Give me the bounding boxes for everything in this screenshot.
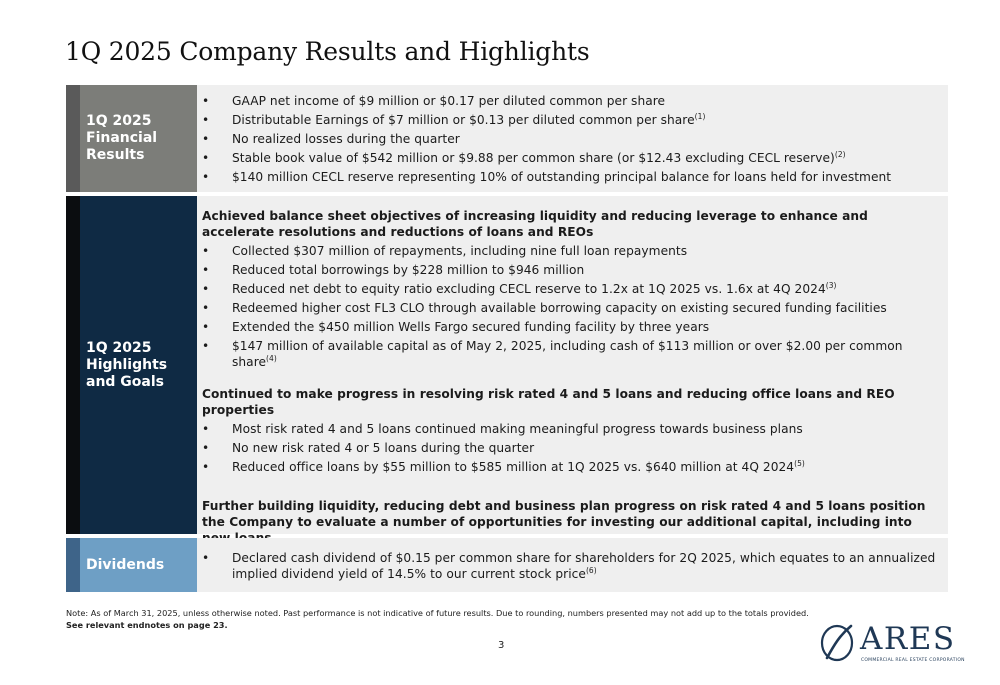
bullet-icon: • [202,460,210,474]
list-item [202,281,936,297]
bullet-icon: • [202,422,210,436]
list-item-text: Reduced total borrowings by $228 million to $946 million [232,263,585,277]
bullet-icon: • [202,263,210,277]
endnote-marker: (5) [794,459,805,468]
list-item [202,131,936,147]
endnote-marker: (6) [585,566,597,575]
financial-results-section [66,85,948,192]
bullet-icon: • [202,551,210,565]
section-label: 1Q 2025 Highlights and Goals [80,196,197,534]
section-label: 1Q 2025 Financial Results [80,85,197,192]
bullet-icon: • [202,339,210,353]
list-item-text: Reduced net debt to equity ratio excluding CECL reserve to 1.2x at 1Q 2025 vs. 1.6x at 4Q 2024 [232,282,826,296]
logo-wordmark: ARES [860,621,956,657]
endnote-marker: (2) [834,150,846,159]
bullet-icon: • [202,441,210,455]
section-content [197,538,948,592]
list-item [202,150,936,166]
section-accent-stripe [66,196,80,534]
list-item [202,550,936,582]
list-item-text: Collected $307 million of repayments, including nine full loan repayments [232,244,688,258]
subheading: Continued to make progress in resolving risk rated 4 and 5 loans and reducing office loans and REO properties [202,387,895,417]
endnote-marker: (4) [266,354,277,363]
footnote-link-text: See relevant endnotes on page 23. [66,620,228,630]
list-item-text: Reduced office loans by $55 million to $585 million at 1Q 2025 vs. $640 million at 4Q 2024 [232,460,795,474]
subheading: Achieved balance sheet objectives of increasing liquidity and reducing leverage to enhance and accelerate resolutions and reductions of loans and REOs [202,209,868,239]
list-item-text: $140 million CECL reserve representing 10% of outstanding principal balance for loans held for investment [232,170,892,184]
bullet-icon: • [202,170,210,184]
list-item [202,459,936,475]
bullet-list [202,243,936,370]
list-item-text: No realized losses during the quarter [232,132,460,146]
footnote-text: Note: As of March 31, 2025, unless otherwise noted. Past performance is not indicative of future results. Due to rounding, numbers presented may not add up to the totals provided. [66,608,809,618]
subheading: Further building liquidity, reducing debt and business plan progress on risk rated 4 and 5 loans position the Company to evaluate a number of opportunities for investing our additional capital, including into [202,499,926,529]
list-item-text: GAAP net income of $9 million or $0.17 per diluted common per share [232,94,666,108]
list-item [202,300,936,316]
bullet-icon: • [202,301,210,315]
list-item-text: Distributable Earnings of $7 million or $0.13 per diluted common per share [232,113,695,127]
bullet-icon: • [202,320,210,334]
list-item [202,421,936,437]
section-accent-stripe [66,538,80,592]
section-accent-stripe [66,85,80,192]
bullet-icon: • [202,132,210,146]
dividends-section [66,538,948,592]
list-item-text: Most risk rated 4 and 5 loans continued making meaningful progress towards business plans [232,422,803,436]
endnote-marker: (1) [694,112,706,121]
list-item [202,93,936,109]
list-item [202,440,936,456]
logo-tagline: COMMERCIAL REAL ESTATE CORPORATION [861,658,965,663]
bullet-icon: • [202,244,210,258]
section-label: Dividends [80,538,197,592]
list-item-text: No new risk rated 4 or 5 loans during the quarter [232,441,535,455]
bullet-icon: • [202,151,210,165]
bullet-icon: • [202,94,210,108]
bullet-list [202,421,936,475]
list-item-text: Extended the $450 million Wells Fargo secured funding facility by three years [232,320,710,334]
list-item-text: Redeemed higher cost FL3 CLO through available borrowing capacity on existing secured funding facilities [232,301,887,315]
ares-emblem-icon [818,623,858,663]
highlights-section [66,196,948,534]
list-item-text: Declared cash dividend of $0.15 per common share for shareholders for 2Q 2025, which equates to an annualized implied dividend yield of 14.5% to our current stock price [232,551,936,581]
section-content [197,196,948,534]
endnote-marker: (3) [825,281,837,290]
list-item-text: $147 million of available capital as of May 2, 2025, including cash of $113 million or over $2.00 per common share [232,339,903,369]
bullet-icon: • [202,113,210,127]
list-item [202,169,936,185]
ares-logo [818,621,965,667]
bullet-list [202,550,936,582]
page-number: 3 [498,640,505,651]
list-item [202,338,936,370]
bullet-list [202,93,936,185]
bullet-icon: • [202,282,210,296]
section-content [197,85,948,192]
footnote [66,607,826,631]
list-item [202,243,936,259]
list-item [202,319,936,335]
list-item [202,262,936,278]
list-item-text: Stable book value of $542 million or $9.88 per common share (or $12.43 excluding CECL reserve) [232,151,835,165]
list-item [202,112,936,128]
page-title: 1Q 2025 Company Results and Highlights [65,37,590,66]
